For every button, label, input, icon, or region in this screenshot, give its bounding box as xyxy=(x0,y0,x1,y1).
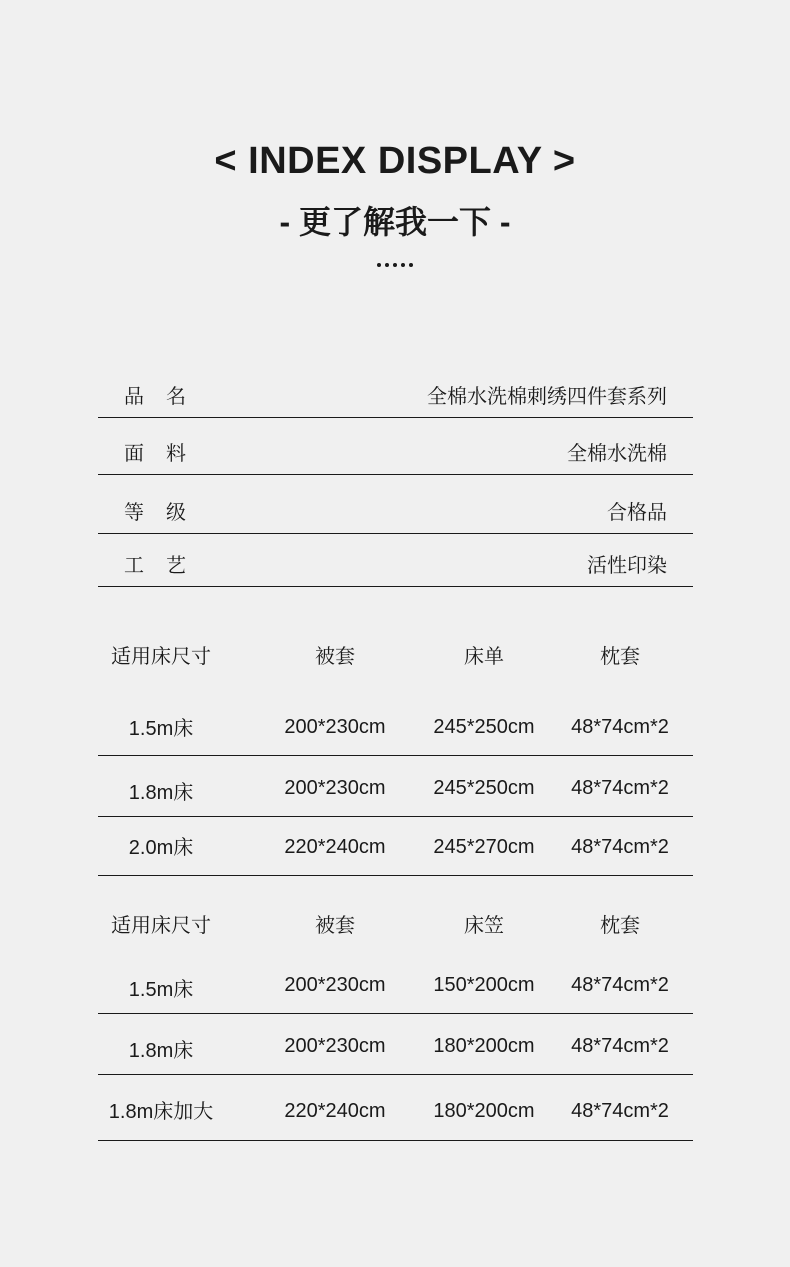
table-header-cell: 适用床尺寸 xyxy=(111,915,211,937)
table-header-cell: 被套 xyxy=(315,646,355,668)
table-header-cell: 床笠 xyxy=(464,915,504,937)
table-cell: 180*200cm xyxy=(433,1035,535,1057)
dot-divider xyxy=(0,258,790,272)
table-header-cell: 枕套 xyxy=(600,646,640,668)
page-title: < INDEX DISPLAY > xyxy=(214,140,576,182)
table-cell: 48*74cm*2 xyxy=(571,716,669,738)
table-cell: 48*74cm*2 xyxy=(571,777,669,799)
info-row-grade xyxy=(98,475,693,534)
table-row xyxy=(98,1014,693,1075)
table-cell: 1.8m床加大 xyxy=(108,1101,214,1123)
dot-icon xyxy=(401,263,405,267)
info-label: 面料 xyxy=(124,443,208,465)
table-cell: 180*200cm xyxy=(433,1100,535,1122)
table-header-cell: 枕套 xyxy=(600,915,640,937)
table-row xyxy=(98,756,693,817)
table-cell: 48*74cm*2 xyxy=(571,836,669,858)
table-row xyxy=(98,817,693,876)
table-cell: 48*74cm*2 xyxy=(571,1100,669,1122)
table-row xyxy=(98,953,693,1014)
dot-icon xyxy=(377,263,381,267)
table-cell: 220*240cm xyxy=(284,836,386,858)
table-cell: 150*200cm xyxy=(433,974,535,996)
table-header-cell: 床单 xyxy=(464,646,504,668)
table-header xyxy=(98,640,693,670)
table-cell: 1.8m床 xyxy=(128,782,194,804)
info-value: 全棉水洗棉刺绣四件套系列 xyxy=(427,386,667,408)
info-row-fabric xyxy=(98,418,693,475)
table-cell: 1.8m床 xyxy=(128,1040,194,1062)
table-cell: 48*74cm*2 xyxy=(571,974,669,996)
table-header xyxy=(98,909,693,939)
info-value: 全棉水洗棉 xyxy=(567,443,667,465)
table-cell: 245*250cm xyxy=(433,716,535,738)
table-cell: 245*270cm xyxy=(433,836,535,858)
info-value: 合格品 xyxy=(607,502,667,524)
dot-icon xyxy=(385,263,389,267)
table-cell: 200*230cm xyxy=(284,974,386,996)
table-cell: 245*250cm xyxy=(433,777,535,799)
table-cell: 1.5m床 xyxy=(128,718,194,740)
table-header-cell: 适用床尺寸 xyxy=(111,646,211,668)
table-row xyxy=(98,696,693,756)
info-row-name xyxy=(98,360,693,418)
table-cell: 1.5m床 xyxy=(128,979,194,1001)
page-subtitle: - 更了解我一下 - xyxy=(279,204,511,240)
info-value: 活性印染 xyxy=(587,555,667,577)
table-cell: 200*230cm xyxy=(284,777,386,799)
info-label: 等级 xyxy=(124,502,208,524)
dot-icon xyxy=(393,263,397,267)
table-cell: 200*230cm xyxy=(284,1035,386,1057)
table-cell: 220*240cm xyxy=(284,1100,386,1122)
table-header-cell: 被套 xyxy=(315,915,355,937)
table-row xyxy=(98,1075,693,1141)
info-label: 品名 xyxy=(124,386,208,408)
table-cell: 200*230cm xyxy=(284,716,386,738)
dot-icon xyxy=(409,263,413,267)
info-label: 工艺 xyxy=(124,555,208,577)
table-cell: 48*74cm*2 xyxy=(571,1035,669,1057)
info-row-craft xyxy=(98,534,693,587)
table-cell: 2.0m床 xyxy=(128,837,194,859)
